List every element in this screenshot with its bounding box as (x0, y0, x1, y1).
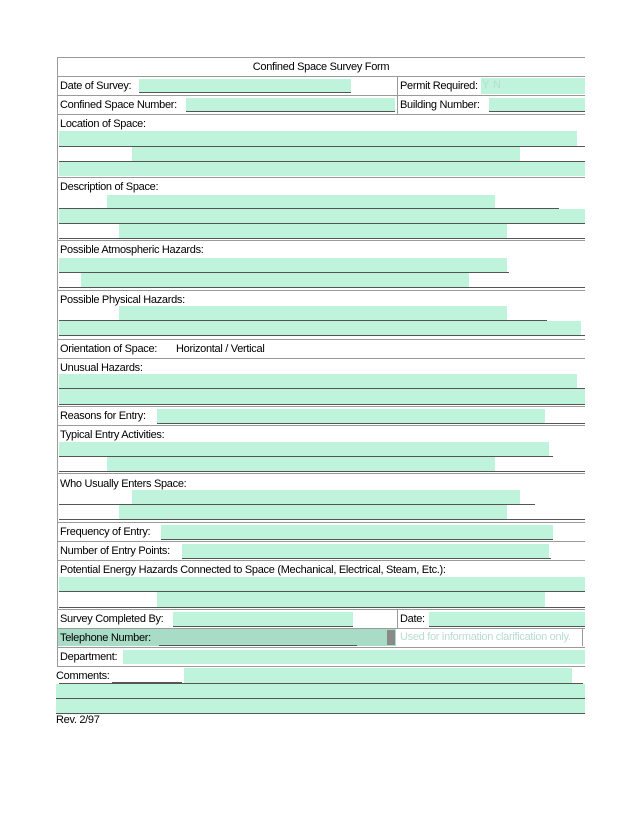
underline (59, 471, 585, 472)
telephone-scrollbar (387, 630, 395, 645)
underline (56, 713, 585, 714)
number-of-entry-points-input[interactable] (182, 544, 549, 558)
unusual-hazards-label: Unusual Hazards: (60, 362, 143, 374)
row-divider (57, 473, 585, 474)
who-usually-enters-space-label: Who Usually Enters Space: (60, 478, 187, 490)
frequency-of-entry-label: Frequency of Entry: (60, 526, 151, 538)
energy-hazards-line-2[interactable] (157, 592, 545, 607)
building-number-input[interactable] (489, 98, 585, 112)
comments-label: Comments: (56, 670, 110, 682)
underline (59, 519, 585, 520)
description-of-space-line-3[interactable] (119, 224, 507, 238)
comments-line-2[interactable] (56, 684, 585, 698)
row-divider (57, 114, 585, 115)
typical-entry-activities-line-2[interactable] (107, 457, 495, 471)
row-divider (57, 57, 585, 58)
who-enters-line-2[interactable] (119, 505, 507, 519)
telephone-note-field (397, 629, 583, 646)
who-enters-line-1[interactable] (132, 490, 520, 504)
column-divider (397, 76, 398, 114)
location-of-space-label: Location of Space: (60, 118, 146, 130)
possible-atmospheric-hazards-label: Possible Atmospheric Hazards: (60, 244, 204, 256)
permit-yes-option[interactable]: Y (482, 79, 490, 91)
typical-entry-activities-line-1[interactable] (59, 442, 549, 456)
confined-space-number-label: Confined Space Number: (60, 99, 177, 111)
underline (182, 558, 551, 559)
row-divider (57, 647, 585, 648)
underline (139, 92, 351, 93)
description-of-space-line-1[interactable] (107, 195, 495, 208)
underline (161, 539, 553, 540)
underline (59, 287, 585, 288)
telephone-number-input[interactable] (159, 631, 357, 645)
row-divider (57, 290, 585, 291)
possible-physical-hazards-label: Possible Physical Hazards: (60, 294, 185, 306)
frequency-of-entry-input[interactable] (161, 525, 553, 539)
underline (59, 607, 585, 608)
underline (429, 626, 585, 627)
reasons-for-entry-label: Reasons for Entry: (60, 410, 146, 422)
permit-required-field[interactable] (481, 78, 585, 94)
underline (59, 404, 585, 405)
typical-entry-activities-label: Typical Entry Activities: (60, 429, 165, 441)
comments-line-1[interactable] (184, 668, 572, 683)
location-of-space-line-1[interactable] (59, 131, 577, 146)
location-of-space-line-2[interactable] (132, 147, 520, 161)
location-of-space-line-3[interactable] (59, 162, 585, 176)
physical-hazards-line-2[interactable] (59, 321, 581, 335)
survey-completed-by-input[interactable] (173, 612, 353, 626)
building-number-label: Building Number: (400, 99, 480, 111)
row-divider (57, 609, 585, 610)
left-border (57, 57, 58, 666)
revision-label: Rev. 2/97 (56, 714, 100, 726)
physical-hazards-line-1[interactable] (119, 306, 507, 320)
row-divider (57, 560, 585, 561)
reasons-for-entry-input[interactable] (157, 409, 545, 423)
atmospheric-hazards-line-1[interactable] (59, 258, 507, 272)
row-divider (57, 76, 585, 77)
survey-completed-by-label: Survey Completed By: (60, 613, 164, 625)
comments-line-3[interactable] (56, 699, 585, 713)
underline (173, 626, 353, 627)
underline (157, 423, 585, 424)
orientation-of-space-label: Orientation of Space: (60, 343, 158, 355)
permit-required-label: Permit Required: (400, 80, 478, 92)
energy-hazards-line-1[interactable] (59, 577, 585, 591)
row-divider (57, 541, 585, 542)
orientation-options[interactable]: Horizontal / Vertical (176, 343, 265, 355)
row-divider (57, 240, 585, 241)
description-of-space-label: Description of Space: (60, 181, 159, 193)
unusual-hazards-line-1[interactable] (59, 374, 577, 388)
permit-no-option[interactable]: N (493, 79, 501, 91)
date-of-survey-label: Date of Survey: (60, 80, 132, 92)
underline (186, 111, 395, 112)
underline (489, 111, 585, 112)
telephone-number-label: Telephone Number: (60, 632, 151, 644)
department-label: Department: (60, 651, 118, 663)
column-divider (397, 609, 398, 628)
page-title: Confined Space Survey Form (252, 61, 390, 73)
confined-space-number-input[interactable] (186, 98, 395, 112)
date-label: Date: (400, 613, 425, 625)
row-divider (57, 406, 585, 407)
row-divider (57, 425, 585, 426)
row-divider (57, 95, 585, 96)
row-divider (57, 177, 585, 178)
survey-form (56, 57, 585, 726)
row-divider (57, 358, 585, 359)
row-divider (57, 339, 585, 340)
underline (59, 335, 585, 336)
row-divider (57, 522, 585, 523)
unusual-hazards-line-2[interactable] (59, 389, 585, 404)
underline (159, 645, 357, 646)
description-of-space-line-2[interactable] (59, 209, 585, 223)
atmospheric-hazards-line-2[interactable] (81, 273, 469, 287)
department-input[interactable] (123, 650, 585, 664)
row-divider (57, 666, 585, 667)
date-of-survey-input[interactable] (139, 79, 351, 93)
number-of-entry-points-label: Number of Entry Points: (60, 545, 170, 557)
telephone-note: Used for information clarification only. (400, 631, 571, 643)
underline (59, 238, 585, 239)
date-input[interactable] (429, 612, 585, 626)
potential-energy-hazards-label: Potential Energy Hazards Connected to Space (Mechanical, Electrical, Steam, Etc.): (60, 564, 446, 576)
